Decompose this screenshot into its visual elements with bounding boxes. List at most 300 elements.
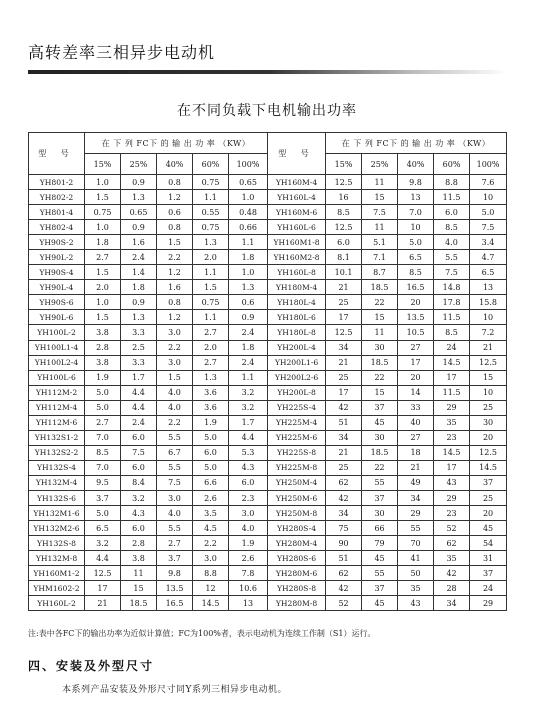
- power-cell: 34: [326, 340, 362, 355]
- model-cell: YH132S-8: [29, 536, 85, 551]
- power-cell: 17: [434, 370, 470, 385]
- power-cell: 25: [326, 295, 362, 310]
- power-cell: 55: [362, 475, 398, 490]
- power-cell: 6.5: [85, 521, 121, 536]
- power-cell: 2.0: [193, 340, 229, 355]
- power-cell: 1.3: [229, 280, 268, 295]
- power-cell: 62: [434, 536, 470, 551]
- table-row: [29, 596, 507, 611]
- table-row: [29, 340, 507, 355]
- power-cell: 15: [362, 310, 398, 325]
- power-cell: 2.0: [193, 250, 229, 265]
- model-cell: YH280M-8: [268, 596, 326, 611]
- power-cell: 5.0: [85, 506, 121, 521]
- power-cell: 0.8: [157, 295, 193, 310]
- power-cell: 42: [326, 490, 362, 505]
- power-cell: 2.4: [121, 250, 157, 265]
- power-cell: 28: [434, 581, 470, 596]
- section-body: 本系列产品安装及外形尺寸同Y系列三相异步电动机。: [62, 685, 287, 695]
- model-cell: YH225M-4: [268, 415, 326, 430]
- table-row: [29, 506, 507, 521]
- power-cell: 12.5: [470, 445, 507, 460]
- power-cell: 1.6: [157, 280, 193, 295]
- power-cell: 24: [470, 581, 507, 596]
- power-cell: 3.3: [121, 355, 157, 370]
- power-cell: 4.3: [121, 506, 157, 521]
- power-cell: 12: [193, 581, 229, 596]
- model-cell: YH132M-4: [29, 475, 85, 490]
- power-cell: 1.0: [229, 265, 268, 280]
- power-cell: 40: [398, 415, 434, 430]
- power-cell: 2.8: [85, 340, 121, 355]
- power-cell: 2.4: [229, 325, 268, 340]
- model-cell: YH112M-2: [29, 385, 85, 400]
- power-cell: 4.7: [470, 250, 507, 265]
- power-cell: 35: [434, 415, 470, 430]
- power-cell: 6.6: [193, 475, 229, 490]
- model-cell: YH132M-8: [29, 551, 85, 566]
- model-cell: YH112M-6: [29, 415, 85, 430]
- power-cell: 14.5: [470, 460, 507, 475]
- power-cell: 0.9: [121, 175, 157, 190]
- power-cell: 1.1: [229, 370, 268, 385]
- power-cell: 20: [398, 370, 434, 385]
- power-cell: 1.8: [229, 250, 268, 265]
- power-cell: 1.0: [85, 220, 121, 235]
- table-row: [29, 460, 507, 475]
- power-cell: 37: [362, 400, 398, 415]
- model-cell: YH160M1-2: [29, 566, 85, 581]
- power-cell: 1.3: [121, 190, 157, 205]
- power-cell: 42: [434, 566, 470, 581]
- percent-header: 100%: [470, 154, 507, 175]
- model-cell: YH100L-2: [29, 325, 85, 340]
- power-cell: 0.6: [229, 295, 268, 310]
- power-cell: 8.8: [193, 566, 229, 581]
- power-cell: 29: [398, 506, 434, 521]
- table-row: [29, 490, 507, 505]
- power-cell: 1.6: [121, 235, 157, 250]
- power-cell: 11: [121, 566, 157, 581]
- model-cell: YH250M-8: [268, 506, 326, 521]
- power-cell: 25: [326, 370, 362, 385]
- table-row: [29, 475, 507, 490]
- power-cell: 4.4: [121, 400, 157, 415]
- power-cell: 1.9: [193, 415, 229, 430]
- power-cell: 23: [434, 430, 470, 445]
- power-cell: 42: [326, 581, 362, 596]
- power-cell: 62: [326, 566, 362, 581]
- power-cell: 10: [398, 220, 434, 235]
- power-cell: 3.7: [157, 551, 193, 566]
- power-cell: 13.5: [398, 310, 434, 325]
- power-cell: 34: [398, 490, 434, 505]
- power-cell: 20: [470, 506, 507, 521]
- power-cell: 25: [470, 400, 507, 415]
- power-cell: 3.2: [85, 536, 121, 551]
- table-row: [29, 400, 507, 415]
- power-cell: 3.0: [157, 490, 193, 505]
- model-cell: YH225M-6: [268, 430, 326, 445]
- power-cell: 8.7: [362, 265, 398, 280]
- power-cell: 2.6: [229, 551, 268, 566]
- power-cell: 0.55: [193, 205, 229, 220]
- power-cell: 0.65: [229, 175, 268, 190]
- model-cell: YH132S1-2: [29, 430, 85, 445]
- power-cell: 6.0: [121, 521, 157, 536]
- percent-header: 60%: [193, 154, 229, 175]
- power-cell: 9.5: [85, 475, 121, 490]
- power-cell: 29: [470, 596, 507, 611]
- power-cell: 21: [326, 445, 362, 460]
- power-cell: 3.2: [229, 385, 268, 400]
- power-cell: 7.5: [362, 205, 398, 220]
- model-cell: YH160L-4: [268, 190, 326, 205]
- table-row: [29, 295, 507, 310]
- power-cell: 30: [362, 430, 398, 445]
- model-cell: YH160L-8: [268, 265, 326, 280]
- footnote: 注:表中各FC下的输出功率为近似计算值；FC为100%者，表示电动机为连续工作制（S1）运行。: [28, 629, 376, 638]
- percent-header: 40%: [398, 154, 434, 175]
- table-row: [29, 235, 507, 250]
- power-cell: 30: [362, 340, 398, 355]
- power-cell: 62: [326, 475, 362, 490]
- power-cell: 0.75: [85, 205, 121, 220]
- power-cell: 6.0: [434, 205, 470, 220]
- model-cell: YH100L1-4: [29, 340, 85, 355]
- power-cell: 35: [434, 551, 470, 566]
- model-cell: YH802-4: [29, 220, 85, 235]
- power-cell: 12.5: [326, 220, 362, 235]
- table-row: [29, 536, 507, 551]
- power-cell: 2.2: [193, 536, 229, 551]
- power-cell: 35: [398, 581, 434, 596]
- power-cell: 8.5: [434, 325, 470, 340]
- table-row: [29, 566, 507, 581]
- table-row: [29, 325, 507, 340]
- power-cell: 13: [398, 190, 434, 205]
- power-cell: 13.5: [157, 581, 193, 596]
- power-cell: 12.5: [85, 566, 121, 581]
- power-cell: 3.5: [193, 506, 229, 521]
- power-cell: 5.0: [470, 205, 507, 220]
- model-cell: YH225M-8: [268, 460, 326, 475]
- power-cell: 7.0: [398, 205, 434, 220]
- power-cell: 14.5: [193, 596, 229, 611]
- power-cell: 0.6: [157, 205, 193, 220]
- power-cell: 2.2: [157, 340, 193, 355]
- table-row: [29, 220, 507, 235]
- model-cell: YH100L-6: [29, 370, 85, 385]
- power-cell: 5.5: [434, 250, 470, 265]
- power-cell: 15: [362, 385, 398, 400]
- model-cell: YH90L-4: [29, 280, 85, 295]
- power-cell: 0.9: [121, 220, 157, 235]
- power-cell: 0.65: [121, 205, 157, 220]
- power-cell: 45: [362, 596, 398, 611]
- power-cell: 66: [362, 521, 398, 536]
- power-cell: 14.8: [434, 280, 470, 295]
- power-cell: 2.7: [157, 536, 193, 551]
- table-row: [29, 355, 507, 370]
- power-cell: 0.66: [229, 220, 268, 235]
- power-cell: 8.8: [434, 175, 470, 190]
- model-cell: YHM1602-2: [29, 581, 85, 596]
- power-cell: 3.6: [193, 385, 229, 400]
- power-cell: 1.2: [157, 310, 193, 325]
- power-cell: 3.7: [85, 490, 121, 505]
- power-cell: 2.2: [157, 250, 193, 265]
- power-cell: 2.6: [193, 490, 229, 505]
- power-cell: 22: [362, 295, 398, 310]
- power-cell: 1.0: [229, 190, 268, 205]
- power-cell: 13: [229, 596, 268, 611]
- power-cell: 7.5: [121, 445, 157, 460]
- power-cell: 12.5: [326, 175, 362, 190]
- power-cell: 45: [470, 521, 507, 536]
- power-cell: 18.5: [121, 596, 157, 611]
- power-cell: 24: [434, 340, 470, 355]
- model-cell: YH200L-8: [268, 385, 326, 400]
- table-header-row: [29, 133, 507, 154]
- power-cell: 6.0: [121, 460, 157, 475]
- table-row: [29, 430, 507, 445]
- power-cell: 55: [398, 521, 434, 536]
- power-cell: 10.1: [326, 265, 362, 280]
- power-cell: 8.5: [434, 220, 470, 235]
- power-cell: 18: [398, 445, 434, 460]
- power-cell: 30: [362, 506, 398, 521]
- table-row: [29, 280, 507, 295]
- power-cell: 18.5: [362, 445, 398, 460]
- power-cell: 4.0: [434, 235, 470, 250]
- power-cell: 11.5: [434, 310, 470, 325]
- power-cell: 37: [470, 475, 507, 490]
- power-cell: 16.5: [157, 596, 193, 611]
- power-cell: 12.5: [326, 325, 362, 340]
- power-cell: 3.8: [85, 355, 121, 370]
- power-cell: 8.4: [121, 475, 157, 490]
- power-cell: 1.2: [157, 265, 193, 280]
- power-cell: 2.8: [121, 536, 157, 551]
- power-cell: 37: [470, 566, 507, 581]
- power-cell: 2.3: [229, 490, 268, 505]
- power-cell: 20: [398, 295, 434, 310]
- percent-header: 25%: [362, 154, 398, 175]
- table-row: [29, 370, 507, 385]
- power-cell: 0.8: [157, 175, 193, 190]
- power-cell: 4.0: [157, 385, 193, 400]
- model-cell: YH160M1-8: [268, 235, 326, 250]
- power-cell: 5.1: [362, 235, 398, 250]
- power-cell: 11: [362, 325, 398, 340]
- power-cell: 9.8: [398, 175, 434, 190]
- power-cell: 14.5: [434, 445, 470, 460]
- power-cell: 0.9: [229, 310, 268, 325]
- power-cell: 15.8: [470, 295, 507, 310]
- power-cell: 34: [434, 596, 470, 611]
- model-cell: YH250M-6: [268, 490, 326, 505]
- power-cell: 1.7: [121, 370, 157, 385]
- power-cell: 17: [326, 385, 362, 400]
- power-cell: 17.8: [434, 295, 470, 310]
- table-body: [29, 175, 507, 611]
- power-cell: 6.5: [398, 250, 434, 265]
- power-cell: 6.0: [229, 475, 268, 490]
- power-cell: 55: [362, 566, 398, 581]
- power-cell: 3.4: [470, 235, 507, 250]
- power-cell: 16: [326, 190, 362, 205]
- power-cell: 10: [470, 190, 507, 205]
- power-cell: 1.3: [193, 235, 229, 250]
- power-cell: 31: [470, 551, 507, 566]
- power-cell: 0.75: [193, 175, 229, 190]
- power-cell: 45: [362, 551, 398, 566]
- power-cell: 6.7: [157, 445, 193, 460]
- power-cell: 1.8: [121, 280, 157, 295]
- power-cell: 1.9: [229, 536, 268, 551]
- power-cell: 6.0: [193, 445, 229, 460]
- power-cell: 2.7: [193, 355, 229, 370]
- power-cell: 7.6: [470, 175, 507, 190]
- power-cell: 37: [362, 581, 398, 596]
- model-cell: YH180L-4: [268, 295, 326, 310]
- table-row: [29, 175, 507, 190]
- power-cell: 13: [470, 280, 507, 295]
- power-cell: 1.5: [157, 235, 193, 250]
- model-cell: YH90S-2: [29, 235, 85, 250]
- power-cell: 6.0: [326, 235, 362, 250]
- power-cell: 1.1: [193, 190, 229, 205]
- table-row: [29, 190, 507, 205]
- power-cell: 5.0: [193, 430, 229, 445]
- model-cell: YH200L1-6: [268, 355, 326, 370]
- power-cell: 5.3: [229, 445, 268, 460]
- power-cell: 1.5: [85, 310, 121, 325]
- power-cell: 2.7: [85, 415, 121, 430]
- power-cell: 2.2: [157, 415, 193, 430]
- percent-header: 60%: [434, 154, 470, 175]
- model-cell: YH132S-4: [29, 460, 85, 475]
- power-cell: 29: [434, 490, 470, 505]
- page-title: 高转差率三相异步电动机: [28, 43, 216, 62]
- model-cell: YH132M2-6: [29, 521, 85, 536]
- power-cell: 0.75: [193, 220, 229, 235]
- power-cell: 4.0: [157, 506, 193, 521]
- power-cell: 18.5: [362, 355, 398, 370]
- model-cell: YH112M-4: [29, 400, 85, 415]
- power-cell: 21: [326, 280, 362, 295]
- power-cell: 25: [470, 490, 507, 505]
- power-cell: 20: [470, 430, 507, 445]
- power-cell: 34: [326, 506, 362, 521]
- table-row: [29, 250, 507, 265]
- table-row: [29, 310, 507, 325]
- power-cell: 33: [398, 400, 434, 415]
- power-cell: 7.5: [434, 265, 470, 280]
- power-cell: 8.1: [326, 250, 362, 265]
- model-cell: YH90S-4: [29, 265, 85, 280]
- power-cell: 1.5: [85, 190, 121, 205]
- power-cell: 1.0: [85, 175, 121, 190]
- model-cell: YH90S-6: [29, 295, 85, 310]
- power-cell: 2.0: [85, 280, 121, 295]
- power-cell: 8.5: [85, 445, 121, 460]
- model-cell: YH132S2-2: [29, 445, 85, 460]
- power-cell: 3.0: [229, 506, 268, 521]
- model-cell: YH90L-2: [29, 250, 85, 265]
- table-title: 在不同负载下电机输出功率: [177, 103, 357, 119]
- power-cell: 1.1: [193, 265, 229, 280]
- power-cell: 3.0: [157, 325, 193, 340]
- power-cell: 17: [434, 460, 470, 475]
- power-cell: 12.5: [470, 355, 507, 370]
- model-cell: YH225S-4: [268, 400, 326, 415]
- power-cell: 1.4: [121, 265, 157, 280]
- power-cell: 3.3: [121, 325, 157, 340]
- power-cell: 7.5: [157, 475, 193, 490]
- power-cell: 1.3: [193, 370, 229, 385]
- power-cell: 10.5: [398, 325, 434, 340]
- power-cell: 17: [326, 310, 362, 325]
- power-cell: 3.0: [157, 355, 193, 370]
- power-cell: 17: [398, 355, 434, 370]
- power-cell: 10: [470, 385, 507, 400]
- power-cell: 49: [398, 475, 434, 490]
- power-cell: 16.5: [398, 280, 434, 295]
- power-cell: 43: [398, 596, 434, 611]
- power-cell: 79: [362, 536, 398, 551]
- power-cell: 0.9: [121, 295, 157, 310]
- power-cell: 21: [470, 340, 507, 355]
- model-cell: YH200L-4: [268, 340, 326, 355]
- power-cell: 5.5: [157, 430, 193, 445]
- percent-header: 25%: [121, 154, 157, 175]
- power-cell: 51: [326, 551, 362, 566]
- power-cell: 14: [398, 385, 434, 400]
- power-cell: 8.5: [398, 265, 434, 280]
- power-cell: 21: [398, 460, 434, 475]
- power-cell: 2.7: [85, 250, 121, 265]
- power-cell: 6.5: [470, 265, 507, 280]
- power-cell: 5.5: [157, 460, 193, 475]
- power-cell: 10: [470, 310, 507, 325]
- power-cell: 7.0: [85, 430, 121, 445]
- power-cell: 1.5: [193, 280, 229, 295]
- power-cell: 1.5: [85, 265, 121, 280]
- model-cell: YH180L-8: [268, 325, 326, 340]
- power-cell: 1.3: [121, 310, 157, 325]
- percent-header: 40%: [157, 154, 193, 175]
- power-cell: 1.1: [193, 310, 229, 325]
- power-cell: 7.1: [362, 250, 398, 265]
- power-cell: 41: [398, 551, 434, 566]
- model-cell: YH200L2-6: [268, 370, 326, 385]
- power-cell: 22: [362, 370, 398, 385]
- power-cell: 75: [326, 521, 362, 536]
- power-cell: 3.0: [193, 551, 229, 566]
- power-cell: 5.0: [85, 400, 121, 415]
- table-row: [29, 521, 507, 536]
- power-cell: 2.4: [229, 355, 268, 370]
- power-cell: 23: [434, 506, 470, 521]
- group-header-right: 在 下 列 FC下 的 输 出 功 率 （KW）: [326, 133, 507, 154]
- power-cell: 1.7: [229, 415, 268, 430]
- power-cell: 3.8: [85, 325, 121, 340]
- power-cell: 43: [434, 475, 470, 490]
- power-cell: 7.8: [229, 566, 268, 581]
- model-cell: YH160M-6: [268, 205, 326, 220]
